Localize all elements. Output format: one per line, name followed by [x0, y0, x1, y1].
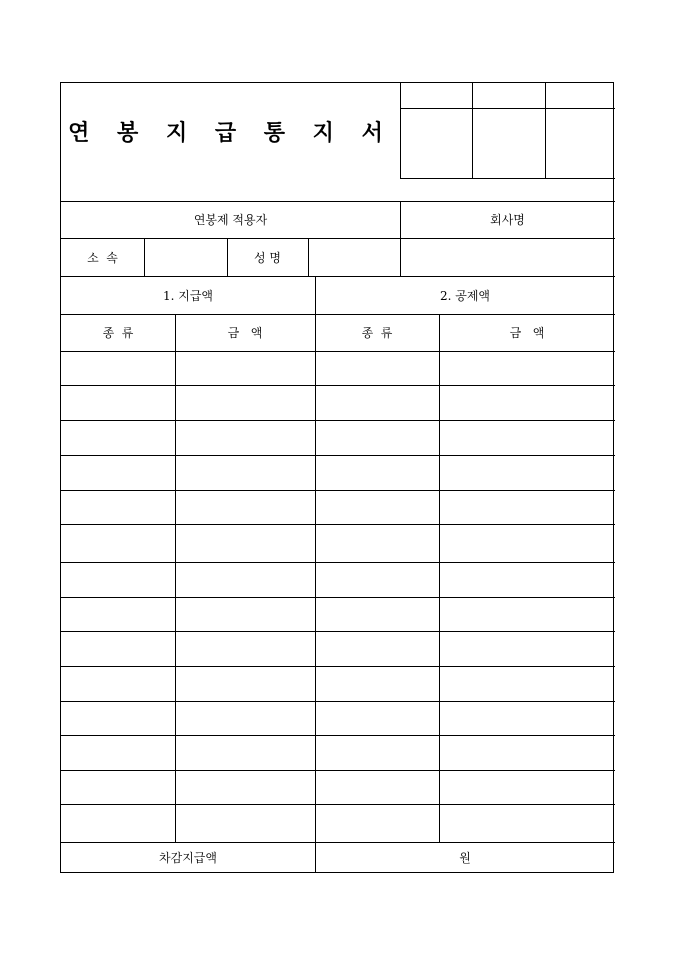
- payment-amount-cell[interactable]: [176, 352, 315, 385]
- deduction-type-cell[interactable]: [316, 386, 439, 420]
- company-label: 회사명: [490, 213, 525, 227]
- deduction-type-cell[interactable]: [316, 456, 439, 490]
- deduction-type-header: 종 류: [361, 326, 393, 340]
- dept-value-field[interactable]: [145, 239, 227, 276]
- deduction-amount-cell[interactable]: [440, 702, 615, 735]
- table-row: [61, 770, 615, 804]
- payment-amount-cell[interactable]: [176, 386, 315, 420]
- table-row: [61, 524, 615, 562]
- payment-type-cell[interactable]: [62, 491, 175, 524]
- payment-type-cell[interactable]: [62, 352, 175, 385]
- deduction-type-cell[interactable]: [316, 702, 439, 735]
- table-row: [61, 666, 615, 701]
- deduction-type-cell[interactable]: [316, 352, 439, 385]
- dept-label: 소 속: [87, 250, 118, 265]
- company-value-field[interactable]: [401, 239, 615, 276]
- deduction-amount-cell[interactable]: [440, 563, 615, 597]
- table-row: [61, 631, 615, 666]
- deduction-amount-cell[interactable]: [440, 667, 615, 701]
- payment-amount-cell[interactable]: [176, 632, 315, 666]
- payment-amount-cell[interactable]: [176, 667, 315, 701]
- deduction-section-title: 2. 공제액: [439, 288, 491, 303]
- net-payment-label: 차감지급액: [159, 851, 217, 865]
- payment-type-cell[interactable]: [62, 386, 175, 420]
- payment-amount-cell[interactable]: [176, 421, 315, 455]
- payment-type-cell[interactable]: [62, 736, 175, 770]
- approval-sign-cell-3[interactable]: [546, 109, 614, 178]
- table-row: [61, 490, 615, 524]
- payment-type-cell[interactable]: [62, 667, 175, 701]
- name-value-field[interactable]: [309, 239, 400, 276]
- payment-type-cell[interactable]: [62, 456, 175, 490]
- deduction-amount-cell[interactable]: [440, 771, 615, 804]
- payment-type-cell[interactable]: [62, 805, 175, 842]
- table-row: [61, 735, 615, 770]
- table-row: [61, 351, 615, 385]
- payment-amount-header: 금 액: [227, 326, 263, 340]
- table-row: [61, 385, 615, 420]
- net-payment-unit: 원: [459, 851, 471, 865]
- deduction-type-cell[interactable]: [316, 421, 439, 455]
- deduction-type-cell[interactable]: [316, 491, 439, 524]
- table-row: [61, 420, 615, 455]
- payment-amount-cell[interactable]: [176, 456, 315, 490]
- payment-section-title: 1. 지급액: [162, 288, 214, 303]
- deduction-type-cell[interactable]: [316, 771, 439, 804]
- document-title: 연 봉 지 급 통 지 서: [68, 120, 393, 146]
- payment-amount-cell[interactable]: [176, 805, 315, 842]
- deduction-type-cell[interactable]: [316, 736, 439, 770]
- deduction-amount-cell[interactable]: [440, 421, 615, 455]
- deduction-type-cell[interactable]: [316, 598, 439, 631]
- payment-type-cell[interactable]: [62, 598, 175, 631]
- payment-type-header: 종 류: [102, 326, 134, 340]
- payment-amount-cell[interactable]: [176, 563, 315, 597]
- payment-amount-cell[interactable]: [176, 598, 315, 631]
- deduction-amount-cell[interactable]: [440, 352, 615, 385]
- deduction-type-cell[interactable]: [316, 667, 439, 701]
- approval-sign-cell-1[interactable]: [401, 109, 472, 178]
- applicant-label: 연봉제 적용자: [193, 213, 268, 227]
- table-row: [61, 562, 615, 597]
- deduction-amount-cell[interactable]: [440, 386, 615, 420]
- deduction-type-cell[interactable]: [316, 805, 439, 842]
- deduction-amount-cell[interactable]: [440, 736, 615, 770]
- table-row: [61, 804, 615, 842]
- deduction-amount-cell[interactable]: [440, 491, 615, 524]
- payment-amount-cell[interactable]: [176, 525, 315, 562]
- table-row: [61, 701, 615, 735]
- deduction-amount-cell[interactable]: [440, 525, 615, 562]
- approval-box-grid: [400, 83, 615, 179]
- salary-notice-form: [60, 82, 614, 873]
- deduction-amount-cell[interactable]: [440, 805, 615, 842]
- table-row: [61, 597, 615, 631]
- payment-type-cell[interactable]: [62, 702, 175, 735]
- deduction-type-cell[interactable]: [316, 563, 439, 597]
- payment-type-cell[interactable]: [62, 771, 175, 804]
- payment-amount-cell[interactable]: [176, 491, 315, 524]
- payment-amount-cell[interactable]: [176, 702, 315, 735]
- name-label: 성 명: [254, 250, 281, 265]
- payment-type-cell[interactable]: [62, 632, 175, 666]
- payment-type-cell[interactable]: [62, 525, 175, 562]
- deduction-type-cell[interactable]: [316, 525, 439, 562]
- table-row: [61, 455, 615, 490]
- deduction-amount-cell[interactable]: [440, 598, 615, 631]
- payment-amount-cell[interactable]: [176, 736, 315, 770]
- payment-type-cell[interactable]: [62, 563, 175, 597]
- approval-sign-cell-2[interactable]: [473, 109, 545, 178]
- deduction-amount-cell[interactable]: [440, 632, 615, 666]
- payment-amount-cell[interactable]: [176, 771, 315, 804]
- deduction-amount-cell[interactable]: [440, 456, 615, 490]
- deduction-amount-header: 금 액: [509, 326, 545, 340]
- payment-type-cell[interactable]: [62, 421, 175, 455]
- deduction-type-cell[interactable]: [316, 632, 439, 666]
